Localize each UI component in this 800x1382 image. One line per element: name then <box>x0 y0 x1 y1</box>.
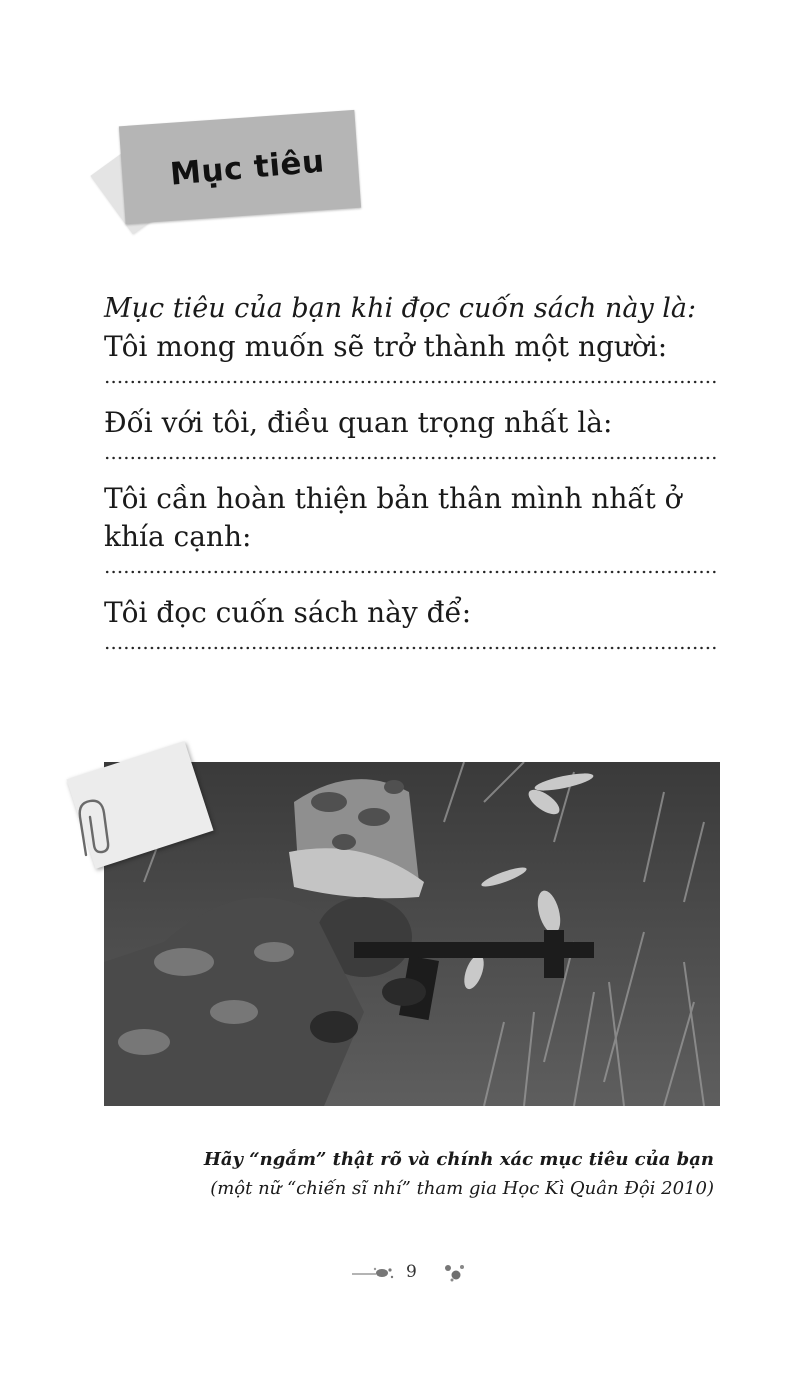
question-important: Đối với tôi, điều quan trọng nhất là: <box>104 406 613 439</box>
question-become: Tôi mong muốn sẽ trở thành một người: <box>104 330 668 363</box>
paperclip-icon <box>72 795 116 859</box>
answer-line-become[interactable] <box>104 380 716 384</box>
page-footer <box>350 1258 480 1288</box>
goal-form <box>104 290 724 670</box>
caption-sub: (một nữ “chiến sĩ nhí” tham gia Học Kì Quân Đội 2010) <box>210 1178 714 1199</box>
section-heading: Mục tiêu <box>168 143 326 193</box>
answer-line-reason[interactable] <box>104 646 716 650</box>
question-reason: Tôi đọc cuốn sách này để: <box>104 596 472 629</box>
photo-caption <box>74 1146 714 1204</box>
answer-line-important[interactable] <box>104 456 716 460</box>
question-improve: Tôi cần hoàn thiện bản thân mình nhất ở khía cạnh: <box>104 482 682 553</box>
ink-splatter-right-icon <box>438 1260 478 1286</box>
ink-splatter-left-icon <box>350 1262 400 1284</box>
answer-line-improve[interactable] <box>104 570 716 574</box>
form-intro: Mục tiêu của bạn khi đọc cuốn sách này là: <box>104 293 697 324</box>
page-number: 9 <box>406 1262 417 1282</box>
caption-main: Hãy “ngắm” thật rõ và chính xác mục tiêu của bạn <box>203 1149 714 1170</box>
